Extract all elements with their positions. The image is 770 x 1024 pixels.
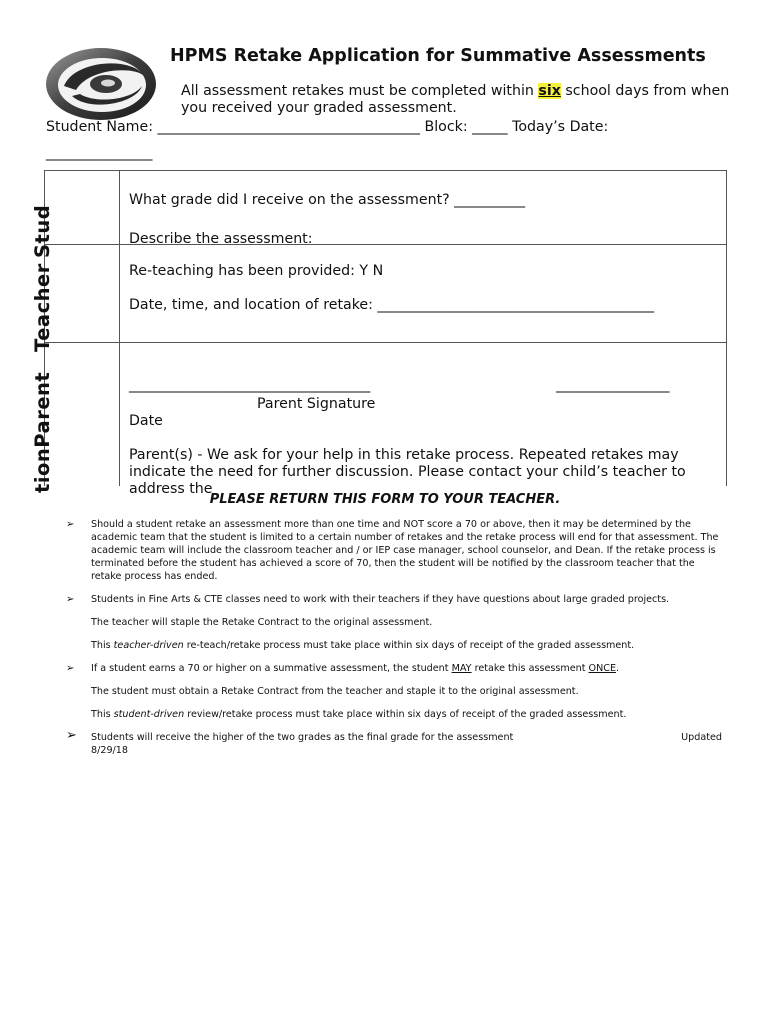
return-instruction: PLEASE RETURN THIS FORM TO YOUR TEACHER.: [209, 492, 561, 507]
intro-text: [181, 83, 741, 117]
note-text: Should a student retake an assessment more than one time and NOT score a 70 or above, then it may be determined by the academic team that the student is limited to a certain number of retakes and the retake process will end for that assessment. The academic team will include the classroom teacher and / or IEP case manager, school counselor, and Dean. If the retake process is terminated before the student has achieved a score of 70, then the student will be notified by the classroom teacher that the retake process has ended.: [91, 519, 719, 582]
note-subtext: The teacher will staple the Retake Contract to the original assessment.: [91, 617, 433, 628]
parent-signature-label: Parent Signature: [257, 396, 376, 412]
note-part: .: [616, 663, 620, 674]
intro-after: school days from when you received your graded assessment.: [181, 83, 730, 116]
note-subtext: [66, 639, 726, 652]
parent-signature-line[interactable]: __________________________________: [129, 377, 371, 393]
teacher-label: Teacher: [31, 263, 54, 352]
note-emphasis: teacher-driven: [113, 640, 184, 651]
row-divider-2: [45, 342, 726, 343]
note-part: If a student earns a 70 or higher on a summative assessment, the student: [91, 663, 452, 674]
six-highlight: six: [538, 83, 561, 99]
parent-note: Parent(s) - We ask for your help in this retake process. Repeated retakes may indicate the need for further discussion. Please contact your child’s teacher to address the: [129, 447, 686, 497]
note-part: re-teach/retake process must take place within six days of receipt of the graded assessment.: [183, 640, 635, 651]
note-part: review/retake process must take place within six days of receipt of the graded assessment.: [184, 709, 627, 720]
parent-date-line[interactable]: ________________: [556, 377, 670, 393]
note-text: Students in Fine Arts & CTE classes need to work with their teachers if they have questions about large graded projects.: [91, 594, 670, 605]
vertical-section-label: [31, 205, 54, 493]
arrow-bullet-icon: ➢: [66, 519, 75, 530]
school-logo: [44, 46, 158, 122]
note-emphasis: MAY: [451, 663, 472, 674]
grade-question[interactable]: What grade did I receive on the assessment? __________: [129, 192, 526, 208]
note-emphasis: ONCE: [588, 663, 617, 674]
arrow-bullet-icon: ➢: [66, 728, 77, 743]
updated-date: 8/29/18: [91, 745, 128, 756]
parent-date-label: Date: [129, 413, 163, 429]
form-title: HPMS Retake Application for Summative Assessments: [170, 46, 706, 66]
arrow-bullet-icon: ➢: [66, 594, 75, 605]
note-part: retake this assessment: [471, 663, 589, 674]
student-info-line[interactable]: Student Name: _____________________________________ Block: _____ Today’s Date:: [46, 119, 609, 135]
column-divider: [119, 171, 120, 486]
parent-label: tionParent: [31, 371, 54, 493]
note-emphasis: student-driven: [113, 709, 185, 720]
form-sections: [31, 170, 727, 497]
note-item: [66, 593, 726, 606]
retake-date-location[interactable]: Date, time, and location of retake: _______________________________________: [129, 297, 655, 313]
describe-assessment[interactable]: Describe the assessment:: [129, 231, 313, 247]
note-part: This: [91, 709, 114, 720]
note-subtext: [66, 708, 726, 721]
updated-label: Updated: [681, 732, 722, 743]
note-part: This: [91, 640, 114, 651]
arrow-bullet-icon: ➢: [66, 663, 75, 674]
date-blank[interactable]: _______________: [46, 145, 153, 161]
note-subtext: The student must obtain a Retake Contract from the teacher and staple it to the original assessment.: [91, 686, 579, 697]
intro-before: All assessment retakes must be completed within: [181, 83, 539, 99]
note-item: [66, 518, 726, 583]
section-labels: [31, 171, 119, 493]
student-label: Stud: [31, 204, 54, 258]
reteaching-provided[interactable]: Re-teaching has been provided: Y N: [129, 263, 384, 279]
note-item: [66, 728, 726, 757]
policy-notes: [66, 518, 726, 757]
note-item: [66, 662, 726, 675]
note-text: Students will receive the higher of the two grades as the final grade for the assessment: [91, 732, 514, 743]
